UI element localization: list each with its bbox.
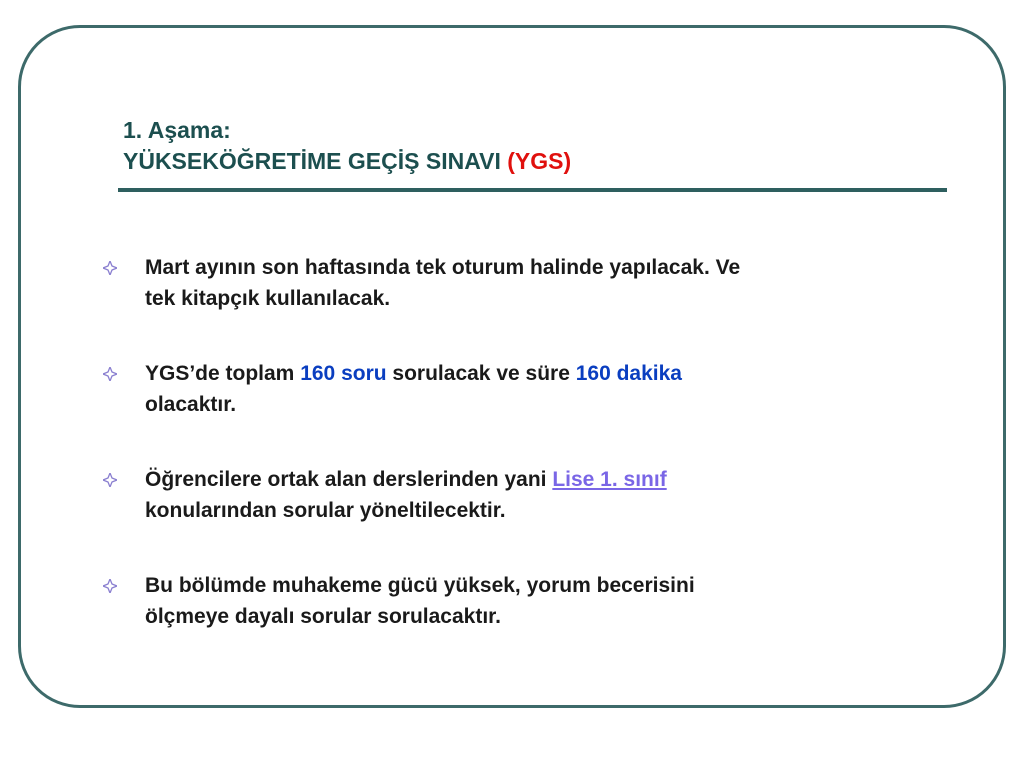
bullet-item-3 [103,464,973,526]
bullet-item-2 [103,358,973,420]
diamond-bullet-icon [103,367,117,381]
bullet-3-prefix: Öğrencilere ortak alan derslerinden yani [145,468,553,491]
title-text: YÜKSEKÖĞRETİME GEÇİŞ SINAVI [123,148,501,174]
slide-title [123,115,571,177]
bullet-1-line-1: Mart ayının son haftasında tek oturum halinde yapılacak. Ve [145,256,741,279]
bullet-4-line-2: ölçmeye dayalı sorular sorulacaktır. [145,605,502,628]
bullet-item-1 [103,252,973,314]
diamond-bullet-icon [103,261,117,275]
bullet-item-4 [103,570,973,632]
bullet-2-middle: sorulacak ve süre [386,362,576,385]
highlight-question-count: 160 soru [300,362,387,385]
bullet-1-line-2: tek kitapçık kullanılacak. [145,287,391,310]
title-divider [118,188,947,192]
highlight-duration: 160 dakika [575,362,682,385]
bullet-4-line-1: Bu bölümde muhakeme gücü yüksek, yorum becerisini [145,574,695,597]
title-accent: (YGS) [507,148,572,174]
lise-1-link[interactable]: Lise 1. sınıf [552,468,667,491]
bullet-2-line-2: olacaktır. [145,393,237,416]
bullet-2-prefix: YGS’de toplam [145,362,301,385]
bullet-3-line-1 [145,464,973,495]
bullet-list [103,252,973,632]
title-line-1: 1. Aşama: [123,117,231,143]
bullet-2-line-1 [145,358,973,389]
diamond-bullet-icon [103,579,117,593]
bullet-3-line-2: konularından sorular yöneltilecektir. [145,499,506,522]
diamond-bullet-icon [103,473,117,487]
title-line-2 [123,146,571,177]
